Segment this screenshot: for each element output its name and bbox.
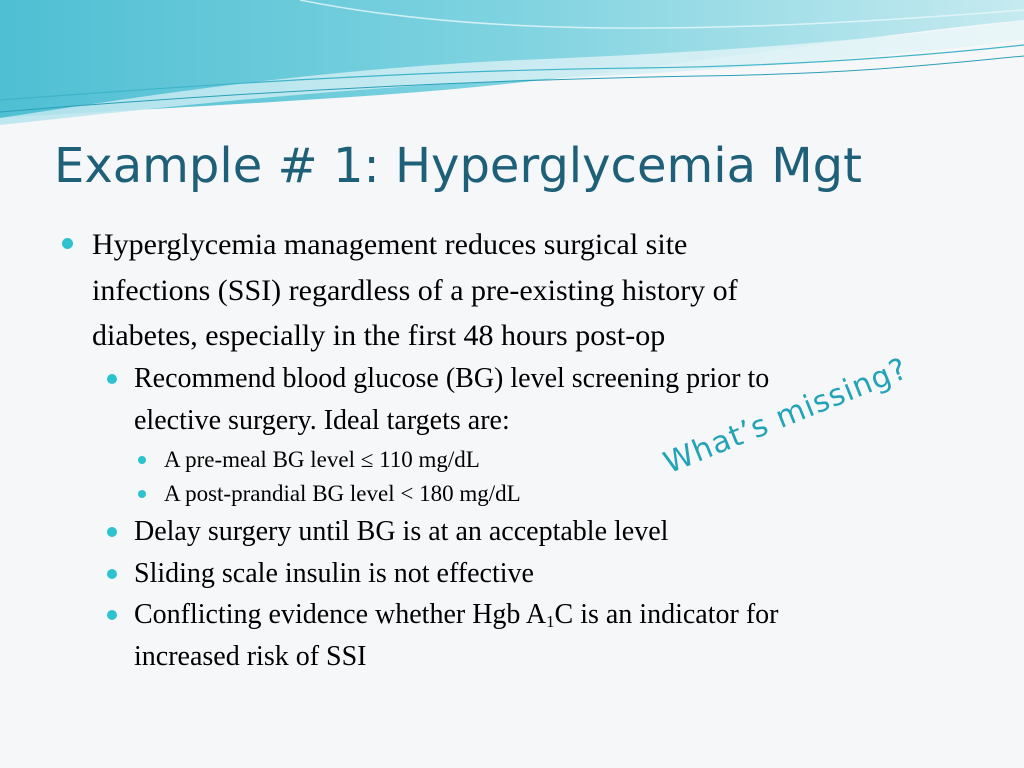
- main-bullet-line-3: diabetes, especially in the first 48 hours post-op: [92, 319, 666, 352]
- a1c-subscript: 1: [546, 612, 555, 631]
- target-pre-meal: A pre-meal BG level ≤ 110 mg/dL: [164, 447, 480, 472]
- target-post-prandial: A post-prandial BG level < 180 mg/dL: [164, 481, 521, 506]
- bullet-dot: [107, 569, 117, 579]
- main-bullet-line-1: Hyperglycemia management reduces surgical site: [92, 228, 688, 261]
- bullet-dot: [107, 527, 117, 537]
- bullet-dot: [62, 238, 73, 249]
- whats-missing-annotation: What’s missing?: [658, 351, 913, 481]
- sub-bullet-3: Sliding scale insulin is not effective: [134, 558, 534, 589]
- sub-bullet-1-line-2: elective surgery. Ideal targets are:: [134, 405, 510, 436]
- bullet-dot: [138, 456, 146, 464]
- sub-bullet-4-prefix: Conflicting evidence whether Hgb A: [134, 599, 547, 630]
- main-bullet-line-2: infections (SSI) regardless of a pre-existing history of: [92, 274, 738, 307]
- slide-title: Example # 1: Hyperglycemia Mgt: [54, 138, 862, 194]
- bullet-dot: [107, 610, 117, 620]
- sub-bullet-4-suffix: C is an indicator for: [554, 599, 779, 630]
- bullet-dot: [107, 374, 117, 384]
- bullet-dot: [138, 490, 146, 498]
- sub-bullet-2: Delay surgery until BG is at an acceptable level: [134, 516, 669, 547]
- sub-bullet-1-line-1: Recommend blood glucose (BG) level screening prior to: [134, 363, 770, 394]
- sub-bullet-4-line-2: increased risk of SSI: [134, 641, 367, 672]
